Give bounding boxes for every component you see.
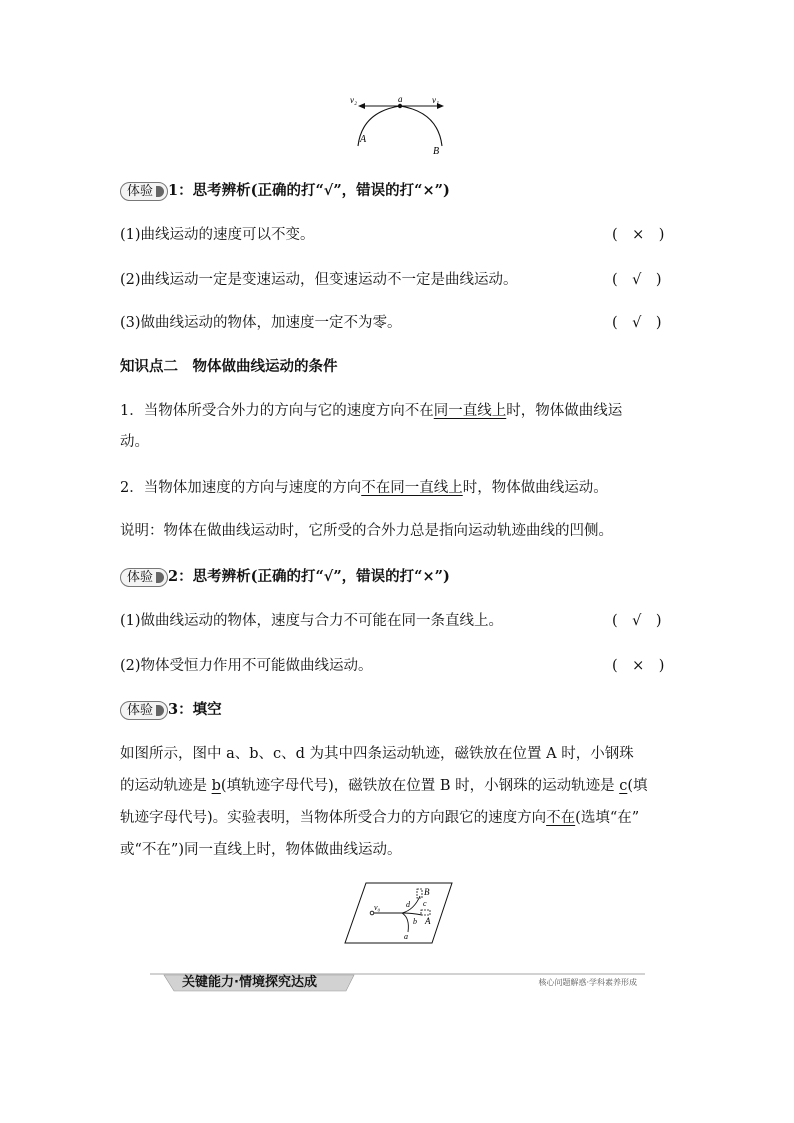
footer-right-text: 核心问题解惑·学科素养形成 xyxy=(538,978,637,987)
magnet-A xyxy=(421,910,430,915)
label-B2: B xyxy=(424,887,430,897)
p2-answer: 不在同一直线上 xyxy=(361,480,463,496)
exp1-item-2: (2)曲线运动一定是变速运动，但变速运动不一定是曲线运动。 xyxy=(120,272,518,288)
exp1-item-1: (1)曲线运动的速度可以不变。 xyxy=(120,227,315,243)
exp3-heading xyxy=(120,700,222,720)
section2-p2 xyxy=(120,478,608,498)
label-A2: A xyxy=(425,916,431,926)
section2-heading: 知识点二 物体做曲线运动的条件 xyxy=(120,358,338,375)
label-d: d xyxy=(406,900,410,909)
exp3-paragraph xyxy=(120,738,680,866)
exp2-item-2: (2)物体受恒力作用不可能做曲线运动。 xyxy=(120,658,373,674)
footer-banner-text: 关键能力·情境探究达成 xyxy=(182,975,317,990)
exp1-item-3-mark: ( √ ) xyxy=(612,315,662,331)
exp3-line-4: 或“不在”)同一直线上时，物体做曲线运动。 xyxy=(120,842,402,858)
exp3-s3b: (选填“在” xyxy=(575,810,640,826)
exp1-title: 1：思考辨析(正确的打“√”，错误的打“×”) xyxy=(168,182,450,199)
p1-answer: 同一直线上 xyxy=(433,403,507,419)
exp2-title: 2：思考辨析(正确的打“√”，错误的打“×”) xyxy=(168,568,450,585)
exp3-answer-3: 不在 xyxy=(546,810,576,826)
exp3-answer-1: b xyxy=(211,778,221,794)
exp1-item-3: (3)做曲线运动的物体，加速度一定不为零。 xyxy=(120,315,402,331)
label-v2: v₂ xyxy=(350,95,358,105)
exp3-tag: 体验 xyxy=(120,701,168,720)
v2-arrowhead xyxy=(358,103,365,109)
magnet-trajectory-figure xyxy=(340,880,455,948)
exp1-item-1-mark: ( × ) xyxy=(612,227,665,243)
exp2-item-2-mark: ( × ) xyxy=(612,658,665,674)
label-B: B xyxy=(433,146,440,157)
label-v0: v₀ xyxy=(374,903,381,912)
exp3-s2b: (填轨迹字母代号)，磁铁放在位置 B 时，小钢珠的运动轨迹是 xyxy=(220,778,620,794)
section2-p1 xyxy=(120,401,622,421)
exp2-item-1-mark: ( √ ) xyxy=(612,613,662,629)
exp3-line-1: 如图所示，图中 a、b、c、d 为其中四条运动轨迹，磁铁放在位置 A 时，小钢珠 xyxy=(120,746,634,762)
exp1-tag: 体验 xyxy=(120,182,168,201)
p2-before: 2．当物体加速度的方向与速度的方向 xyxy=(120,480,362,496)
label-a: a xyxy=(398,94,403,104)
exp2-tag: 体验 xyxy=(120,568,168,587)
trajectory-b xyxy=(402,913,422,915)
exp3-answer-2: c xyxy=(619,778,628,794)
exp3-s3a: 轨迹字母代号)。实验表明，当物体所受合力的方向跟它的速度方向 xyxy=(120,810,547,826)
p1-after: 时，物体做曲线运 xyxy=(506,403,623,419)
trajectory-curve xyxy=(358,106,442,146)
point-a xyxy=(398,104,402,108)
label-A: A xyxy=(360,134,367,145)
section2-note: 说明：物体在做曲线运动时，它所受的合外力总是指向运动轨迹曲线的凹侧。 xyxy=(120,523,613,539)
exp3-line-2 xyxy=(120,770,680,802)
exp3-line-3 xyxy=(120,802,680,834)
label-a2: a xyxy=(404,932,408,941)
label-b: b xyxy=(413,917,417,926)
p2-after: 时，物体做曲线运动。 xyxy=(462,480,608,496)
trajectory-a xyxy=(402,913,408,932)
exp3-s2c: (填 xyxy=(627,778,648,794)
exp2-heading xyxy=(120,567,450,587)
trajectory-figure xyxy=(340,90,460,158)
p1-before: 1．当物体所受合外力的方向与它的速度方向不在 xyxy=(120,403,434,419)
exp3-title: 3：填空 xyxy=(168,701,222,718)
section-footer xyxy=(150,972,645,994)
exp2-item-1: (1)做曲线运动的物体，速度与合力不可能在同一条直线上。 xyxy=(120,613,504,629)
exp1-heading xyxy=(120,181,450,201)
exp1-item-2-mark: ( √ ) xyxy=(612,272,662,288)
exp3-s2a: 的运动轨迹是 xyxy=(120,778,212,794)
label-v1: v₁ xyxy=(432,95,440,105)
label-c: c xyxy=(423,899,427,908)
section2-p1-cont: 动。 xyxy=(120,434,149,450)
trajectory-c xyxy=(402,896,420,913)
